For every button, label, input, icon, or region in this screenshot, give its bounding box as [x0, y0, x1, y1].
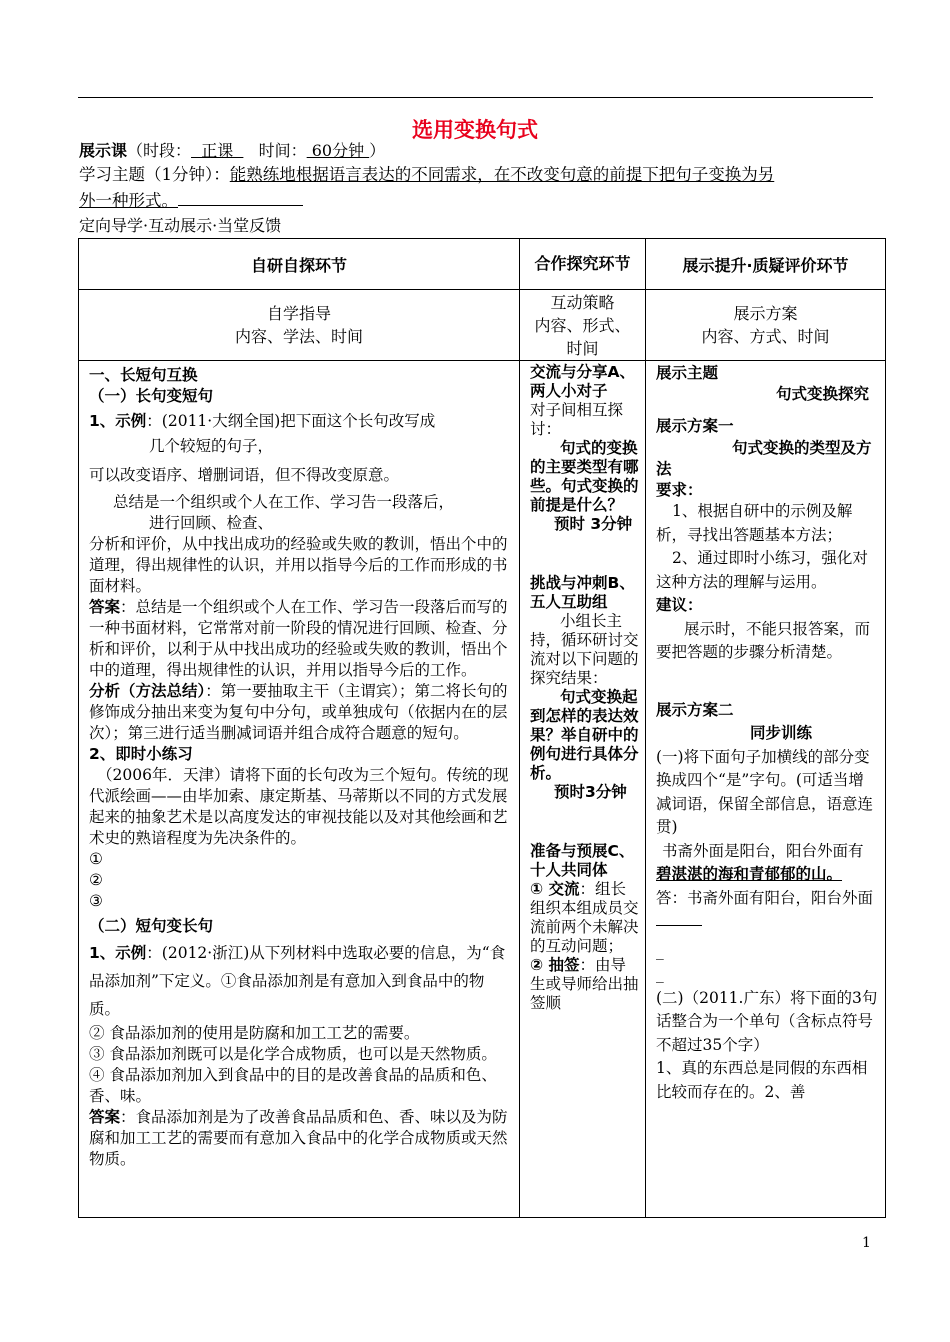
method-line: 定向导学·互动展示·当堂反馈 [79, 216, 282, 235]
strategy-a-title: 交流与分享A、两人小对子 [530, 363, 635, 400]
sub-heading-2: （二）短句变长句 [89, 917, 214, 935]
class-info-line: 展示课（时段： 正课 时间： 60分钟 ） [79, 141, 386, 160]
example-1: 1、示例：(2011·大纲全国)把下面这个长句改写成 [89, 412, 436, 430]
top-rule [78, 97, 873, 98]
page-number: 1 [862, 1235, 871, 1251]
plan1-label: 展示方案一 [656, 416, 734, 435]
strategy-b-title: 挑战与冲刺B、五人互助组 [530, 574, 635, 611]
theme: 句式变换探究 [776, 385, 870, 403]
practice-heading: 2、即时小练习 [89, 745, 193, 763]
section-heading: 一、长短句互换 [89, 366, 198, 384]
theme-label: 展示主题 [656, 364, 719, 382]
analysis: 分析（方法总结）：第一要抽取主干（主谓宾）；第二将长句的修饰成分抽出来变为复句中分句，或单独成句（依据内在的层次）；第三进行适当删减词语并组合成符合题意的短句。 [89, 682, 508, 742]
example-2: 1、示例：(2012·浙江)从下列材料中选取必要的信息，为“食品添加剂”下定义。①食品添加剂是有意加入到食品中的物质。 [89, 944, 506, 1018]
col2-body: 交流与分享A、两人小对子 对子间相互探讨： 句式的变换的主要类型有哪些。句式变换的前提是什么？ 预时 3分钟 挑战与冲刺B、五人互助组 小组长主持，循环研讨交流对以下问题的探究结果： 句式变换起到怎样的表达效果？举自研中的例句进行具体分析。 预时3分钟 准备与预展C、十人共同体 ① 交流：组长组织本组成员交流前两个未解决的互动问题； ② 抽签：由导生或导师给出抽签顺 [520, 361, 646, 1218]
answer-2: 答案：食品添加剂是为了改善食品品质和色、香、味以及为防腐和加工工艺的需要而有意加入食品中的化学合成物质或天然物质。 [89, 1108, 508, 1168]
period-value: 正课 [191, 141, 244, 160]
head-col1: 自研自探环节 [79, 239, 520, 290]
sub-col1: 自学指导 内容、学法、时间 [79, 290, 520, 361]
sub-heading: （一）长句变短句 [89, 387, 214, 405]
answer-1: 答案：总结是一个组织或个人在工作、学习告一段落后而写的一种书面材料，它常常对前一阶段的情况进行回顾、检查、分析和评价，以利于从中找出成功的经验或失败的教训，悟出个中的道理，得出规律性的认识，并用以指导今后的工作。 [89, 598, 508, 679]
learning-goal: 学习主题（1分钟）：能熟练地根据语言表达的不同需求，在不改变句意的前提下把句子变换为另 [79, 165, 775, 184]
col3-body: 展示主题 句式变换探究 展示方案一 句式变换的类型及方法 要求： 1、根据自研中的示例及解析，寻找出答题基本方法； 2、通过即时小练习，强化对这种方法的理解与运用。 建议： 展示时，不能只报答案，而要把答题的步骤分析清楚。 展示方案二 同步训练 (一)将下面句子加横线的部分变换成四个“是”字句。(可适当增减词语，保留全部信息，语意连贯) 书斋外面是阳台，阳台外面有碧湛湛的海和青郁郁的山。 答：书斋外面有阳台，阳台外面 _ _ (二)（2011.广东）将下面的3句话整合为一个单句（含标点符号不超过35个字） 1、真的东西总是同假的东西相比较而存在的。2、善 [646, 361, 886, 1218]
plan2: 同步训练 [750, 724, 813, 742]
strategy-c-title: 准备与预展C、十人共同体 [530, 842, 635, 879]
sub-col2: 互动策略 内容、形式、 时间 [520, 290, 646, 361]
sub-col3: 展示方案 内容、方式、时间 [646, 290, 886, 361]
col1-body: 一、长短句互换 （一）长句变短句 1、示例：(2011·大纲全国)把下面这个长句改写成 几个较短的句子， 可以改变语序、增删词语，但不得改变原意。 总结是一个组织或个人在工作、学习告一段落后， 进行回顾、检查、 分析和评价，从中找出成功的经验或失败的教训，悟出个中的道理，得出规律性的认识，并用以指导今后的工作而形成的书面材料。 答案：总结是一个组织或个人在工作、学习告一段落后而写的一种书面材料，它常常对前一阶段的情况进行回顾、检查、分析和评价，以利于从中找出成功的经验或失败的教训，悟出个中的道理，得出规律性的认识，并用以指导今后的工作。 分析（方法总结）：第一要抽取主干（主谓宾）；第二将长句的修饰成分抽出来变为复句中分句，或单独成句（依据内在的层次）；第三进行适当删减词语并组合成符合题意的短句。 2、即时小练习 （2006年．天津）请将下面的长句改为三个短句。传统的现代派绘画——由毕加索、康定斯基、马蒂斯以不同的方式发展起来的抽象艺术是以高度发达的审视技能以及对其他绘画和艺术史的熟谙程度为先决条件的。 ① ② ③ （二）短句变长句 1、示例：(2012·浙江)从下列材料中选取必要的信息，为“食品添加剂”下定义。①食品添加剂是有意加入到食品中的物质。 ② 食品添加剂的使用是防腐和加工工艺的需要。 ③ 食品添加剂既可以是化学合成物质，也可以是天然物质。 ④ 食品添加剂加入到食品中的目的是改善食品的品质和色、香、味。 答案：食品添加剂是为了改善食品品质和色、香、味以及为防腐和加工工艺的需要而有意加入食品中的化学合成物质或天然物质。 [79, 361, 520, 1218]
practice-text: （2006年．天津）请将下面的长句改为三个短句。传统的现代派绘画——由毕加索、康定斯基、马蒂斯以不同的方式发展起来的抽象艺术是以高度发达的审视技能以及对其他绘画和艺术史的熟谙程度为先决条件的。 [89, 766, 509, 847]
plan2-label: 展示方案二 [656, 700, 734, 719]
lesson-table [78, 238, 886, 1218]
time-value: 60分钟 [306, 141, 370, 160]
page-title: 选用变换句式 [412, 118, 538, 142]
learning-goal-cont: 外一种形式。 [79, 189, 303, 213]
class-type-label: 展示课 [79, 141, 128, 160]
plan1: 句式变换的类型及方法 [656, 439, 872, 478]
head-col3: 展示提升·质疑评价环节 [646, 239, 886, 290]
head-col2: 合作探究环节 [520, 239, 646, 290]
